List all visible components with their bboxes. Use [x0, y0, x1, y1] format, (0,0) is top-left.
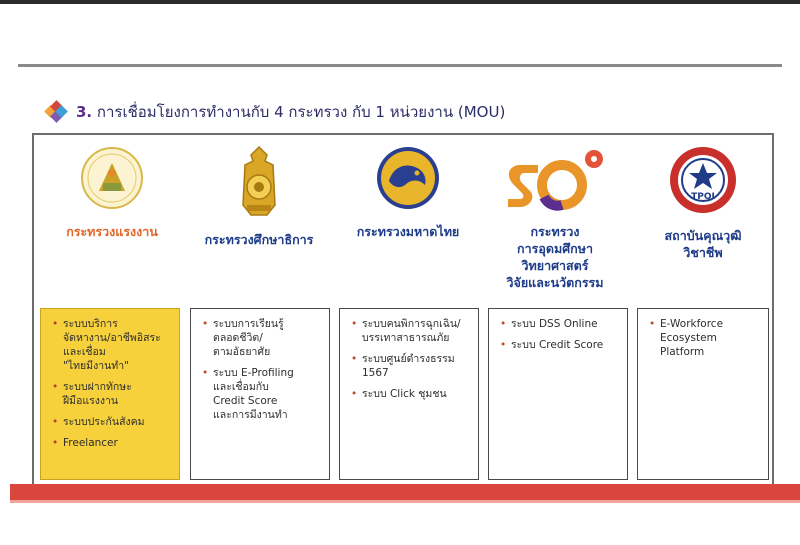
org-column-tpqi: [640, 145, 766, 261]
labor-ministry-emblem-icon: [79, 145, 145, 211]
service-item: • ระบบ DSS Online: [511, 317, 621, 331]
service-item: • ระบบ E-Profiling และเชื่อมกับ Credit Score และการมีงานทำ: [213, 366, 323, 422]
education-ministry-emblem-icon: [229, 145, 289, 219]
service-item: • ระบบคนพิการฉุกเฉิน/ บรรเทาสาธารณภัย: [362, 317, 472, 345]
org-name-labor: กระทรวงแรงงาน: [66, 224, 158, 239]
tpqi-logo-icon: [668, 145, 738, 215]
services-box-interior: [339, 308, 479, 480]
service-item: • ระบบฝากทักษะ ฝีมือแรงงาน: [63, 380, 173, 408]
services-box-labor: [40, 308, 180, 480]
services-box-higher-education: [488, 308, 628, 480]
service-item: • Freelancer: [63, 436, 173, 450]
service-item: • ระบบ Click ชุมชน: [362, 387, 472, 401]
org-name-higher-education: กระทรวง การอุดมศึกษา วิทยาศาสตร์ วิจัยและนวัตกรรม: [506, 224, 604, 290]
service-item: • E-Workforce Ecosystem Platform: [660, 317, 762, 359]
org-column-higher-education: [486, 145, 624, 291]
service-item: • ระบบ Credit Score: [511, 338, 621, 352]
service-item: • ระบบบริการ จัดหางาน/อาชีพอิสระ และเชื่อม "ไทยมีงานทำ": [63, 317, 173, 373]
org-column-education: [188, 145, 330, 248]
diamond-cluster-icon: [46, 102, 66, 122]
org-name-education: กระทรวงศึกษาธิการ: [204, 232, 314, 247]
service-item: • ระบบประกันสังคม: [63, 415, 173, 429]
org-column-interior: [344, 145, 472, 240]
tpqi-logo-text: TPQI: [691, 192, 715, 202]
services-box-education: [190, 308, 330, 480]
org-name-interior: กระทรวงมหาดไทย: [356, 224, 460, 239]
header-rule: [18, 64, 782, 67]
services-box-tpqi: [637, 308, 769, 480]
org-column-labor: [52, 145, 172, 240]
slide-title: [46, 100, 505, 124]
footer-band-light: [10, 500, 800, 503]
title-text: [76, 100, 505, 124]
service-item: • ระบบศูนย์ดำรงธรรม 1567: [362, 352, 472, 380]
service-item: • ระบบการเรียนรู้ ตลอดชีวิต/ ตามอัธยาศัย: [213, 317, 323, 359]
title-number: 3.: [76, 103, 93, 121]
org-name-tpqi: สถาบันคุณวุฒิ วิชาชีพ: [664, 228, 742, 260]
interior-ministry-emblem-icon: [375, 145, 441, 211]
footer-band: [10, 484, 800, 500]
top-edge-line: [0, 0, 800, 4]
higher-education-ministry-logo-icon: [500, 145, 610, 211]
title-label: การเชื่อมโยงการทำงานกับ 4 กระทรวง กับ 1 หน่วยงาน (MOU): [92, 103, 506, 121]
